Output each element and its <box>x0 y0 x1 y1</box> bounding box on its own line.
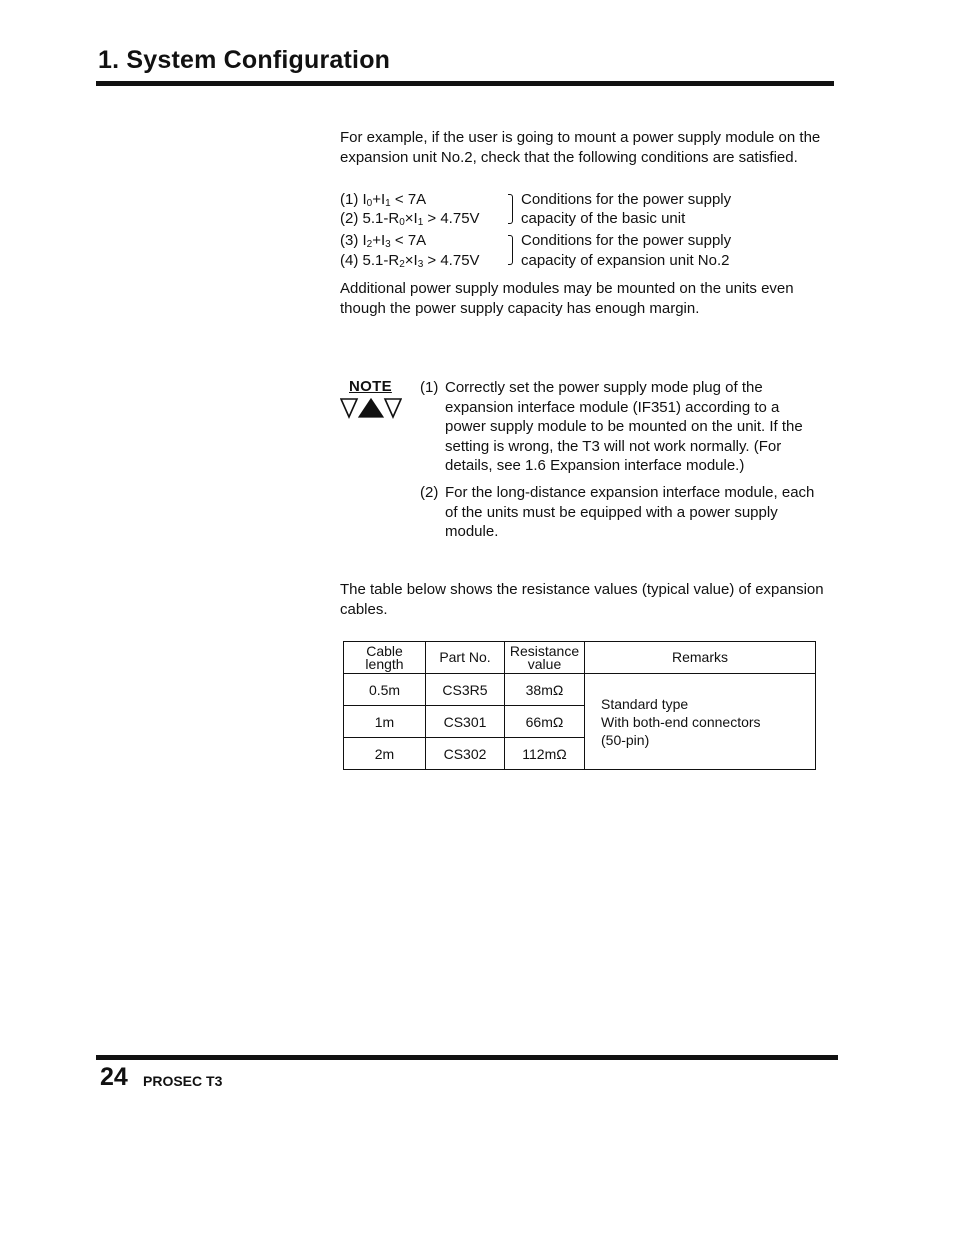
condition-group-2-line-1: Conditions for the power supply <box>521 232 732 249</box>
condition-group-1-line-2: capacity of the basic unit <box>521 210 686 227</box>
section-title: 1. System Configuration <box>98 46 391 74</box>
brace-group-1 <box>508 194 513 224</box>
note-item-number: (1) <box>420 379 439 396</box>
table-header-row <box>344 642 816 674</box>
table-row <box>344 674 816 706</box>
condition-group-2-line-2: capacity of expansion unit No.2 <box>521 252 730 269</box>
note-item-text: For the long-distance expansion interface module, each of the units must be equipped with a power supply module. <box>445 484 815 540</box>
cell-length: 0.5m <box>344 674 426 706</box>
cell-part-no: CS302 <box>426 738 505 770</box>
cell-part-no: CS3R5 <box>426 674 505 706</box>
header-cable-length: Cable length <box>344 642 426 674</box>
condition-1: (1) $I_0+I_1 < 7A$ <box>340 191 427 209</box>
cell-length: 1m <box>344 706 426 738</box>
cell-part-no: CS301 <box>426 706 505 738</box>
cell-remarks <box>585 674 816 770</box>
condition-2: (2) $5.1-R_0\times I_1 > 4.75V$ <box>340 210 480 228</box>
note-item-number: (2) <box>420 484 439 501</box>
header-resistance: Resistance value <box>505 642 585 674</box>
remarks-line: Standard type <box>601 695 689 712</box>
intro-paragraph: For example, if the user is going to mount a power supply module on the expansion unit No.2, check that the following conditions are satisfied. <box>340 129 821 166</box>
note-triangles-icon <box>340 396 402 420</box>
remarks-line: With both-end connectors <box>601 713 761 730</box>
cable-resistance-table <box>343 641 816 770</box>
header-remarks: Remarks <box>585 642 816 674</box>
brace-group-2 <box>508 235 513 265</box>
note-item-text: Correctly set the power supply mode plug of the expansion interface module (IF351) according to a power supply module to be mounted on the unit. If the setting is wrong, the T3 will not work normally. (For details, see 1.6 Expansion interface module.) <box>445 379 803 474</box>
page-number: 24 <box>100 1063 128 1091</box>
note-item-2 <box>420 483 820 543</box>
title-rule <box>96 81 834 86</box>
cell-resistance: 66mΩ <box>505 706 585 738</box>
header-part-no: Part No. <box>426 642 505 674</box>
additional-paragraph: Additional power supply modules may be mounted on the units even though the power supply capacity has enough margin. <box>340 280 794 317</box>
condition-group-1-line-1: Conditions for the power supply <box>521 191 732 208</box>
footer-rule <box>96 1055 838 1060</box>
condition-4: (4) $5.1-R_2\times I_3 > 4.75V$ <box>340 252 480 270</box>
cell-resistance: 38mΩ <box>505 674 585 706</box>
note-label: NOTE <box>349 378 392 395</box>
table-intro-paragraph: The table below shows the resistance values (typical value) of expansion cables. <box>340 581 824 618</box>
condition-3: (3) $I_2+I_3 < 7A$ <box>340 232 427 250</box>
product-name: PROSEC T3 <box>143 1073 223 1089</box>
note-badge <box>340 377 402 421</box>
cell-length: 2m <box>344 738 426 770</box>
remarks-line: (50-pin) <box>601 731 650 748</box>
cell-resistance: 112mΩ <box>505 738 585 770</box>
note-item-1 <box>420 378 820 478</box>
